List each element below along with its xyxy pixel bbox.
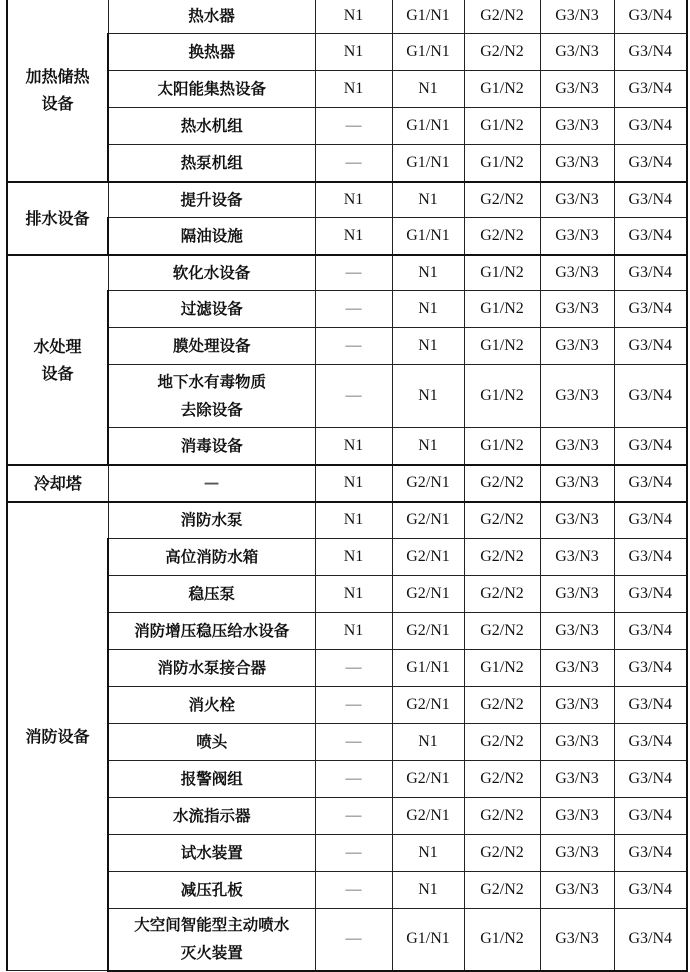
table-row <box>7 798 687 835</box>
table-row <box>7 872 687 909</box>
grade-cell: G2/N2 <box>464 798 540 835</box>
grade-cell: N1 <box>392 835 464 872</box>
grade-cell: G2/N1 <box>392 465 464 502</box>
grade-cell: G3/N4 <box>614 761 687 798</box>
grade-cell: N1 <box>315 539 392 576</box>
grade-cell: N1 <box>315 465 392 502</box>
equipment-name-line: 地下水有毒物质 <box>157 372 266 391</box>
grade-cell: G1/N2 <box>464 71 540 108</box>
grade-cell: G3/N4 <box>614 687 687 724</box>
category-cell-fire: 消防设备 <box>7 502 108 971</box>
grade-cell: N1 <box>392 182 464 218</box>
category-cell-water-treatment <box>7 255 108 465</box>
grade-cell: G2/N1 <box>392 687 464 724</box>
table-row <box>7 108 687 145</box>
grade-cell: G3/N3 <box>540 428 614 465</box>
grade-cell: G3/N4 <box>614 255 687 291</box>
grade-cell: G2/N2 <box>464 872 540 909</box>
equipment-name: 试水装置 <box>108 835 315 872</box>
grade-cell: G3/N3 <box>540 365 614 428</box>
grade-cell: G1/N2 <box>464 909 540 971</box>
grade-cell: G3/N3 <box>540 182 614 218</box>
grade-cell: G3/N4 <box>614 365 687 428</box>
grade-cell: — <box>315 291 392 328</box>
table-row <box>7 34 687 71</box>
grade-cell: G2/N1 <box>392 613 464 650</box>
grade-cell: G1/N2 <box>464 108 540 145</box>
grade-cell: — <box>315 798 392 835</box>
grade-cell: G3/N4 <box>614 724 687 761</box>
table-row <box>7 428 687 465</box>
table-row <box>7 613 687 650</box>
equipment-name: 过滤设备 <box>108 291 315 328</box>
grade-cell: G2/N2 <box>464 502 540 539</box>
grade-cell: — <box>315 328 392 365</box>
grade-cell: G3/N3 <box>540 328 614 365</box>
grade-cell: G2/N2 <box>464 613 540 650</box>
grade-cell: G2/N1 <box>392 761 464 798</box>
grade-cell: G2/N2 <box>464 835 540 872</box>
grade-cell: N1 <box>315 34 392 71</box>
grade-cell: G3/N3 <box>540 291 614 328</box>
table-row <box>7 365 687 428</box>
grade-cell: N1 <box>392 724 464 761</box>
grade-cell: G2/N1 <box>392 798 464 835</box>
table-row <box>7 650 687 687</box>
grade-cell: G1/N1 <box>392 0 464 34</box>
table-row <box>7 761 687 798</box>
equipment-name: 热水器 <box>108 0 315 34</box>
equipment-name: 报警阀组 <box>108 761 315 798</box>
grade-cell: G2/N1 <box>392 502 464 539</box>
grade-cell: G3/N4 <box>614 465 687 502</box>
category-cell-cooling-tower: 冷却塔 <box>7 465 108 502</box>
grade-cell: G2/N2 <box>464 465 540 502</box>
grade-cell: — <box>315 255 392 291</box>
grade-cell: N1 <box>392 428 464 465</box>
grade-cell: G3/N3 <box>540 576 614 613</box>
grade-cell: G3/N4 <box>614 0 687 34</box>
equipment-name: 隔油设施 <box>108 218 315 255</box>
grade-cell: G3/N3 <box>540 909 614 971</box>
grade-cell: G1/N2 <box>464 328 540 365</box>
equipment-grade-table <box>6 0 688 972</box>
equipment-name-line: 去除设备 <box>180 400 243 419</box>
table-row <box>7 71 687 108</box>
equipment-name: 高位消防水箱 <box>108 539 315 576</box>
grade-cell: G2/N2 <box>464 218 540 255</box>
equipment-name: 热水机组 <box>108 108 315 145</box>
grade-cell: — <box>315 872 392 909</box>
grade-cell: G3/N4 <box>614 502 687 539</box>
grade-cell: G3/N4 <box>614 71 687 108</box>
grade-cell: G2/N2 <box>464 576 540 613</box>
grade-cell: G3/N4 <box>614 909 687 971</box>
grade-cell: G3/N3 <box>540 872 614 909</box>
table-row <box>7 576 687 613</box>
table-row <box>7 218 687 255</box>
grade-cell: N1 <box>315 502 392 539</box>
grade-cell: — <box>315 909 392 971</box>
grade-cell: G3/N4 <box>614 872 687 909</box>
grade-cell: G1/N2 <box>464 365 540 428</box>
category-label: 加热储热 <box>25 66 90 86</box>
equipment-name: 提升设备 <box>108 182 315 218</box>
table-row <box>7 502 687 539</box>
grade-cell: G2/N2 <box>464 761 540 798</box>
grade-cell: — <box>315 108 392 145</box>
grade-cell: N1 <box>315 218 392 255</box>
grade-cell: G2/N2 <box>464 34 540 71</box>
grade-cell: — <box>315 145 392 182</box>
grade-cell: G2/N2 <box>464 687 540 724</box>
grade-cell: G3/N3 <box>540 761 614 798</box>
grade-cell: G1/N1 <box>392 145 464 182</box>
grade-cell: G3/N4 <box>614 428 687 465</box>
equipment-name-line: 大空间智能型主动喷水 <box>134 915 290 935</box>
table-row <box>7 539 687 576</box>
grade-cell: G1/N2 <box>464 291 540 328</box>
grade-cell: G3/N3 <box>540 539 614 576</box>
grade-cell: G2/N1 <box>392 539 464 576</box>
grade-cell: G3/N3 <box>540 218 614 255</box>
grade-cell: G3/N3 <box>540 108 614 145</box>
grade-cell: G2/N2 <box>464 724 540 761</box>
grade-cell: G3/N3 <box>540 835 614 872</box>
equipment-name <box>108 365 315 428</box>
equipment-name: 消火栓 <box>108 687 315 724</box>
grade-cell: G3/N3 <box>540 502 614 539</box>
equipment-name: 换热器 <box>108 34 315 71</box>
grade-cell: G3/N3 <box>540 650 614 687</box>
table-row <box>7 182 687 218</box>
grade-cell: N1 <box>315 71 392 108</box>
grade-cell: G3/N4 <box>614 650 687 687</box>
grade-cell: G3/N4 <box>614 182 687 218</box>
grade-cell: G2/N1 <box>392 576 464 613</box>
grade-cell: G3/N4 <box>614 218 687 255</box>
grade-cell: G3/N4 <box>614 576 687 613</box>
table-row <box>7 835 687 872</box>
grade-cell: G3/N3 <box>540 798 614 835</box>
equipment-name: 稳压泵 <box>108 576 315 613</box>
category-cell-drainage: 排水设备 <box>7 182 108 255</box>
grade-cell: — <box>315 835 392 872</box>
table-row <box>7 328 687 365</box>
category-label: 设备 <box>41 93 74 113</box>
table-row <box>7 687 687 724</box>
grade-cell: G3/N4 <box>614 613 687 650</box>
grade-cell: G1/N1 <box>392 108 464 145</box>
grade-cell: N1 <box>315 613 392 650</box>
grade-cell: G1/N2 <box>464 428 540 465</box>
grade-cell: N1 <box>392 71 464 108</box>
grade-cell: G2/N2 <box>464 0 540 34</box>
grade-cell: G3/N3 <box>540 687 614 724</box>
table-row <box>7 724 687 761</box>
equipment-name: 减压孔板 <box>108 872 315 909</box>
grade-cell: G3/N4 <box>614 835 687 872</box>
grade-cell: — <box>315 724 392 761</box>
grade-cell: G3/N4 <box>614 539 687 576</box>
grade-cell: G3/N3 <box>540 34 614 71</box>
category-cell-heating <box>7 0 108 182</box>
grade-cell: G3/N4 <box>614 108 687 145</box>
equipment-name: 太阳能集热设备 <box>108 71 315 108</box>
grade-cell: G1/N1 <box>392 650 464 687</box>
grade-cell: G1/N1 <box>392 34 464 71</box>
equipment-name-line: 灭火装置 <box>180 943 243 963</box>
grade-cell: G3/N3 <box>540 465 614 502</box>
grade-cell: G3/N4 <box>614 328 687 365</box>
grade-cell: G3/N3 <box>540 724 614 761</box>
grade-cell: N1 <box>392 872 464 909</box>
grade-cell: G3/N3 <box>540 613 614 650</box>
grade-cell: N1 <box>315 182 392 218</box>
table-row <box>7 255 687 291</box>
grade-cell: N1 <box>392 255 464 291</box>
grade-cell: G1/N1 <box>392 909 464 971</box>
grade-cell: G2/N2 <box>464 539 540 576</box>
equipment-name <box>108 909 315 971</box>
category-label: 水处理 <box>33 336 82 356</box>
grade-cell: G1/N1 <box>392 218 464 255</box>
category-label: 设备 <box>41 363 74 383</box>
equipment-name: 热泵机组 <box>108 145 315 182</box>
grade-cell: N1 <box>315 576 392 613</box>
grade-cell: G1/N2 <box>464 650 540 687</box>
grade-cell: G3/N3 <box>540 71 614 108</box>
grade-cell: N1 <box>315 428 392 465</box>
grade-cell: G3/N3 <box>540 255 614 291</box>
equipment-name: 消防水泵 <box>108 502 315 539</box>
equipment-name: 喷头 <box>108 724 315 761</box>
equipment-name: 水流指示器 <box>108 798 315 835</box>
equipment-name: 消防水泵接合器 <box>108 650 315 687</box>
table-row <box>7 909 687 971</box>
grade-cell: G3/N4 <box>614 798 687 835</box>
grade-cell: G1/N2 <box>464 255 540 291</box>
grade-cell: — <box>315 761 392 798</box>
equipment-name: 软化水设备 <box>108 255 315 291</box>
table-row <box>7 145 687 182</box>
grade-cell: G3/N4 <box>614 291 687 328</box>
equipment-name: — <box>108 465 315 502</box>
grade-cell: G3/N3 <box>540 0 614 34</box>
grade-cell: N1 <box>392 291 464 328</box>
grade-cell: N1 <box>392 328 464 365</box>
grade-cell: G2/N2 <box>464 182 540 218</box>
grade-cell: G3/N4 <box>614 34 687 71</box>
grade-cell: G1/N2 <box>464 145 540 182</box>
equipment-name: 消毒设备 <box>108 428 315 465</box>
equipment-name: 消防增压稳压给水设备 <box>108 613 315 650</box>
grade-cell: G3/N3 <box>540 145 614 182</box>
table-row <box>7 465 687 502</box>
equipment-name: 膜处理设备 <box>108 328 315 365</box>
grade-cell: — <box>315 687 392 724</box>
table-row <box>7 0 687 34</box>
grade-cell: N1 <box>392 365 464 428</box>
table-row <box>7 291 687 328</box>
grade-cell: — <box>315 365 392 428</box>
grade-cell: G3/N4 <box>614 145 687 182</box>
grade-cell: — <box>315 650 392 687</box>
grade-cell: N1 <box>315 0 392 34</box>
